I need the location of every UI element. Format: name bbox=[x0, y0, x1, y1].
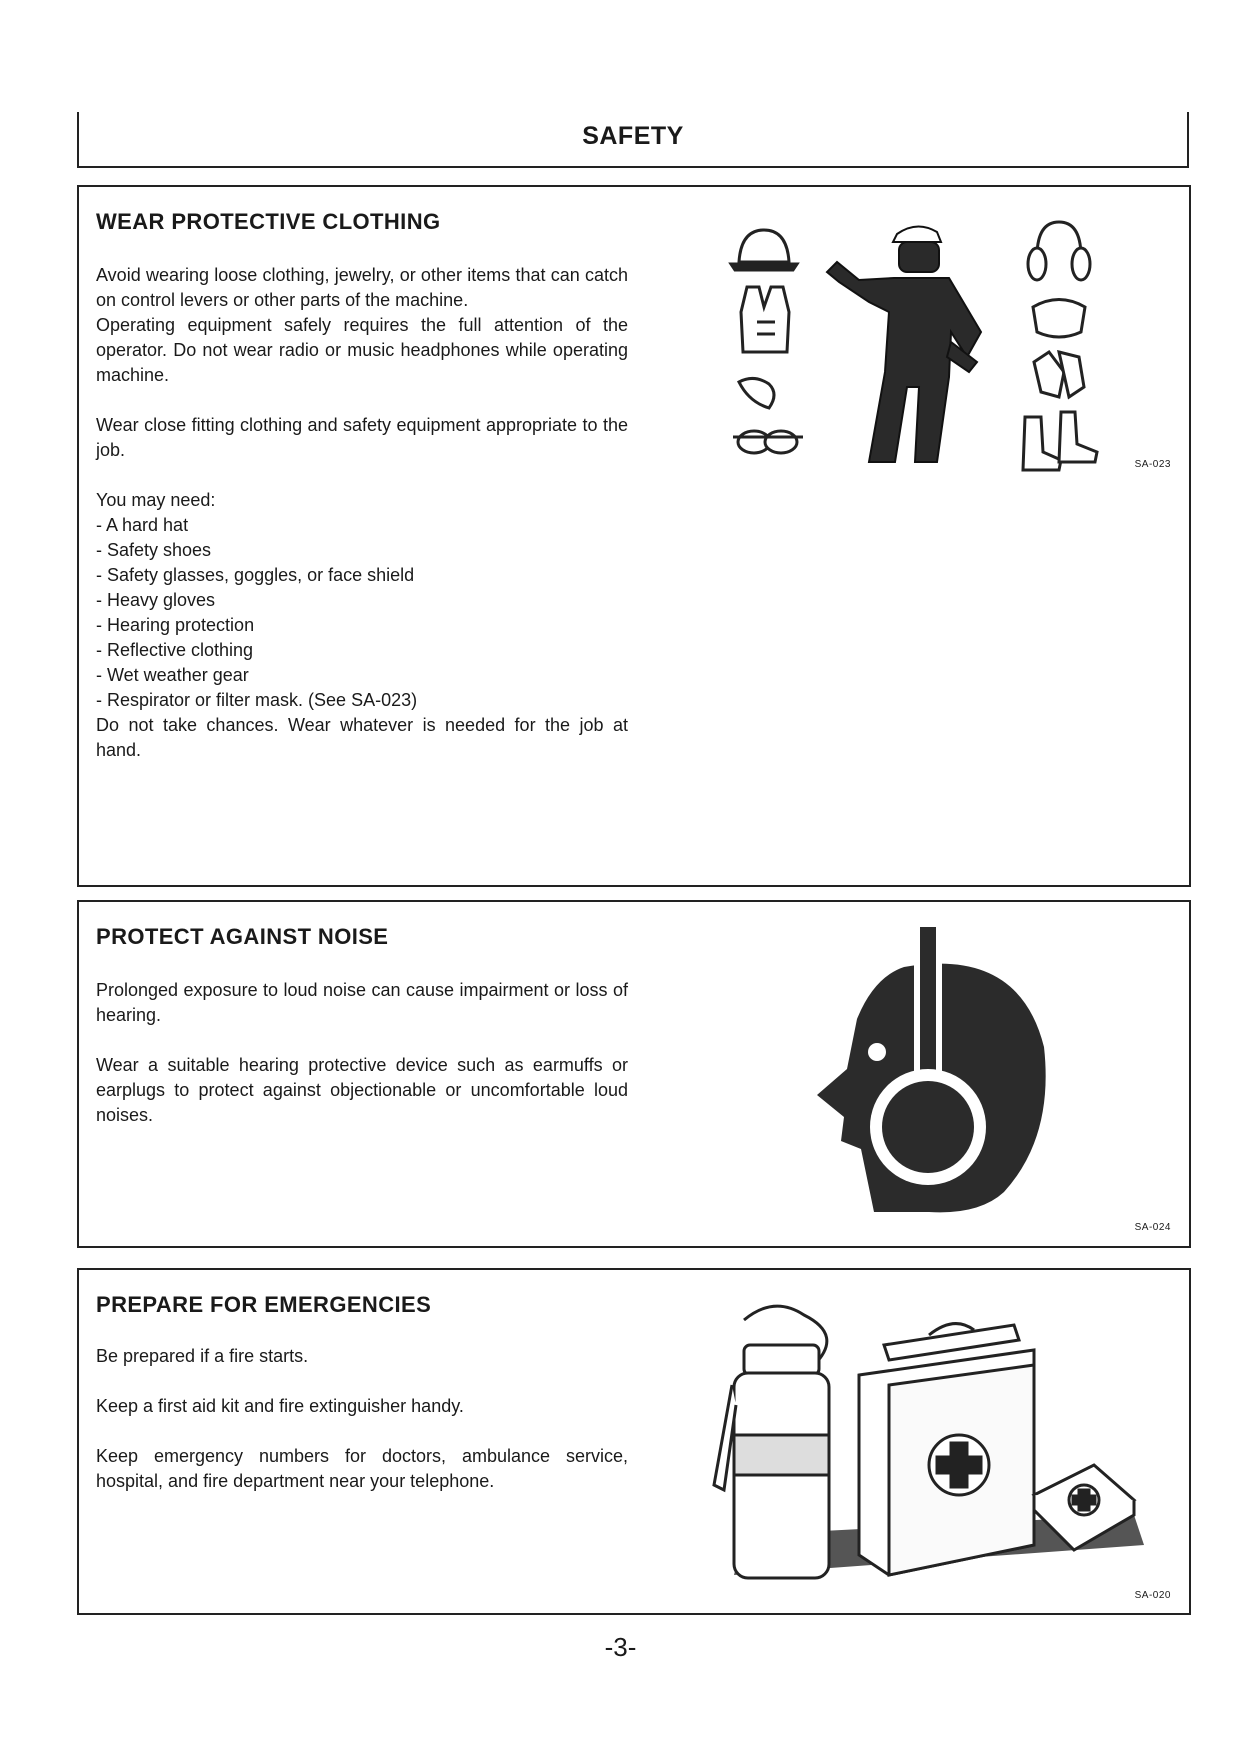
section-body bbox=[96, 263, 628, 763]
page-header bbox=[77, 112, 1189, 168]
paragraph: Do not take chances. Wear whatever is needed for the job at hand. bbox=[96, 715, 628, 760]
figure-code: SA-024 bbox=[1134, 1222, 1171, 1233]
list-intro: You may need: bbox=[96, 490, 216, 510]
fire-extinguisher-icon bbox=[714, 1306, 829, 1578]
list-item: - A hard hat bbox=[96, 515, 189, 535]
section-protective-clothing bbox=[77, 185, 1191, 887]
first-aid-kit-icon bbox=[859, 1324, 1034, 1575]
equipment-list bbox=[96, 513, 628, 713]
gloves-icon bbox=[1034, 352, 1084, 397]
paragraph: Keep emergency numbers for doctors, ambulance service, hospital, and fire department near your telephone. bbox=[96, 1446, 628, 1491]
section-title: PREPARE FOR EMERGENCIES bbox=[96, 1292, 432, 1317]
emergency-equipment-illustration bbox=[674, 1285, 1154, 1585]
ear-muffs-icon bbox=[1028, 222, 1090, 280]
section-title: PROTECT AGAINST NOISE bbox=[96, 924, 389, 949]
section-title: WEAR PROTECTIVE CLOTHING bbox=[96, 209, 441, 234]
respirator-icon bbox=[1033, 300, 1085, 338]
page-number: -3- bbox=[604, 1632, 637, 1662]
list-item: - Reflective clothing bbox=[96, 640, 254, 660]
goggles-icon bbox=[733, 431, 803, 453]
safety-vest-icon bbox=[741, 287, 789, 352]
paragraph: Wear a suitable hearing protective device such as earmuffs or earplugs to protect against objectionable or uncomfortable loud noises. bbox=[96, 1055, 628, 1125]
safety-boots-icon bbox=[1023, 412, 1097, 470]
paragraph: Operating equipment safely requires the full attention of the operator. Do not wear radio or music headphones while operating machine. bbox=[96, 315, 628, 385]
hard-hat-icon bbox=[731, 230, 797, 270]
list-item: - Hearing protection bbox=[96, 615, 255, 635]
paragraph: Prolonged exposure to loud noise can cause impairment or loss of hearing. bbox=[96, 980, 628, 1025]
list-item: - Safety glasses, goggles, or face shield bbox=[96, 565, 415, 585]
list-item: - Wet weather gear bbox=[96, 665, 249, 685]
paragraph: Wear close fitting clothing and safety equipment appropriate to the job. bbox=[96, 415, 628, 460]
page-title: SAFETY bbox=[582, 122, 684, 150]
section-noise bbox=[77, 900, 1191, 1248]
figure-code: SA-023 bbox=[1134, 459, 1171, 470]
paragraph: Keep a first aid kit and fire extinguisher handy. bbox=[96, 1396, 464, 1416]
section-body bbox=[96, 1344, 628, 1494]
safety-glasses-icon bbox=[739, 378, 774, 408]
protective-gear-illustration bbox=[719, 212, 1139, 482]
list-item: - Safety shoes bbox=[96, 540, 212, 560]
figure-code: SA-020 bbox=[1134, 1590, 1171, 1601]
paragraph: Avoid wearing loose clothing, jewelry, or other items that can catch on control levers or other parts of the machine. bbox=[96, 265, 628, 310]
section-emergencies bbox=[77, 1268, 1191, 1615]
list-item: - Respirator or filter mask. (See SA-023) bbox=[96, 690, 418, 710]
hearing-protection-illustration bbox=[789, 927, 1069, 1219]
list-item: - Heavy gloves bbox=[96, 590, 216, 610]
paragraph: Be prepared if a fire starts. bbox=[96, 1346, 309, 1366]
section-body bbox=[96, 978, 628, 1128]
worker-figure bbox=[827, 226, 981, 462]
head-with-earmuffs-icon bbox=[817, 927, 1046, 1212]
